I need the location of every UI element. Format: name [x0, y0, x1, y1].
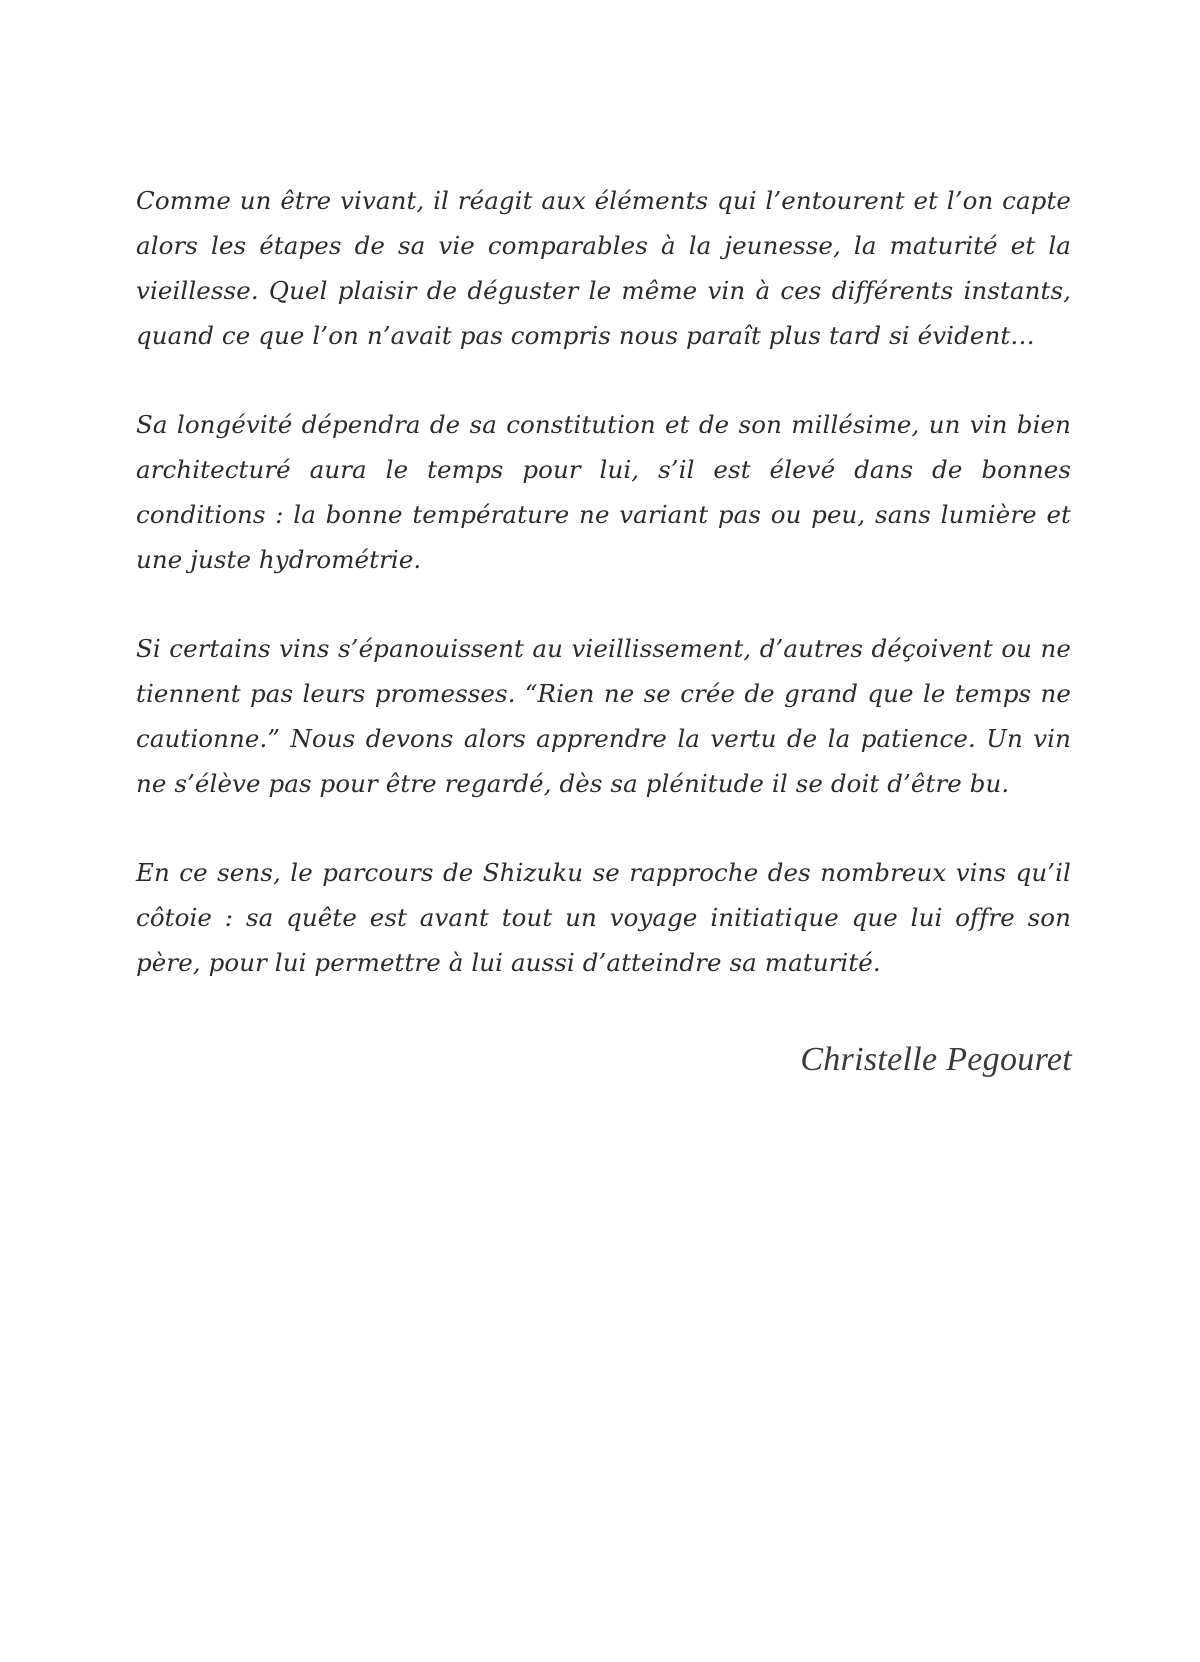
author-signature: Christelle Pegouret [800, 1041, 1072, 1078]
paragraph-4: En ce sens, le parcours de Shizuku se rapproche des nombreux vins qu’il côtoie : sa quête est avant tout un voyage initiatique que lui offre son père, pour lui permettre à lui aussi d’atteindre sa maturité. [136, 858, 1071, 977]
paragraph-2: Sa longévité dépendra de sa constitution et de son millésime, un vin bien architecturé aura le temps pour lui, s’il est élevé dans de bonnes conditions : la bonne température ne variant pas ou peu, sans lumière et une juste hydrométrie. [136, 410, 1071, 574]
paragraph-1: Comme un être vivant, il réagit aux éléments qui l’entourent et l’on capte alors les étapes de sa vie comparables à la jeunesse, la maturité et la vieillesse. Quel plaisir de déguster le même vin à ces différents instants, quand ce que l’on n’avait pas compris nous paraît plus tard si évident… [136, 186, 1071, 350]
body-text [136, 178, 1071, 1029]
paragraph-3: Si certains vins s’épanouissent au vieillissement, d’autres déçoivent ou ne tiennent pas leurs promesses. “Rien ne se crée de grand que le temps ne cautionne.” Nous devons alors apprendre la vertu de la patience. Un vin ne s’élève pas pour être regardé, dès sa plénitude il se doit d’être bu. [136, 634, 1071, 798]
